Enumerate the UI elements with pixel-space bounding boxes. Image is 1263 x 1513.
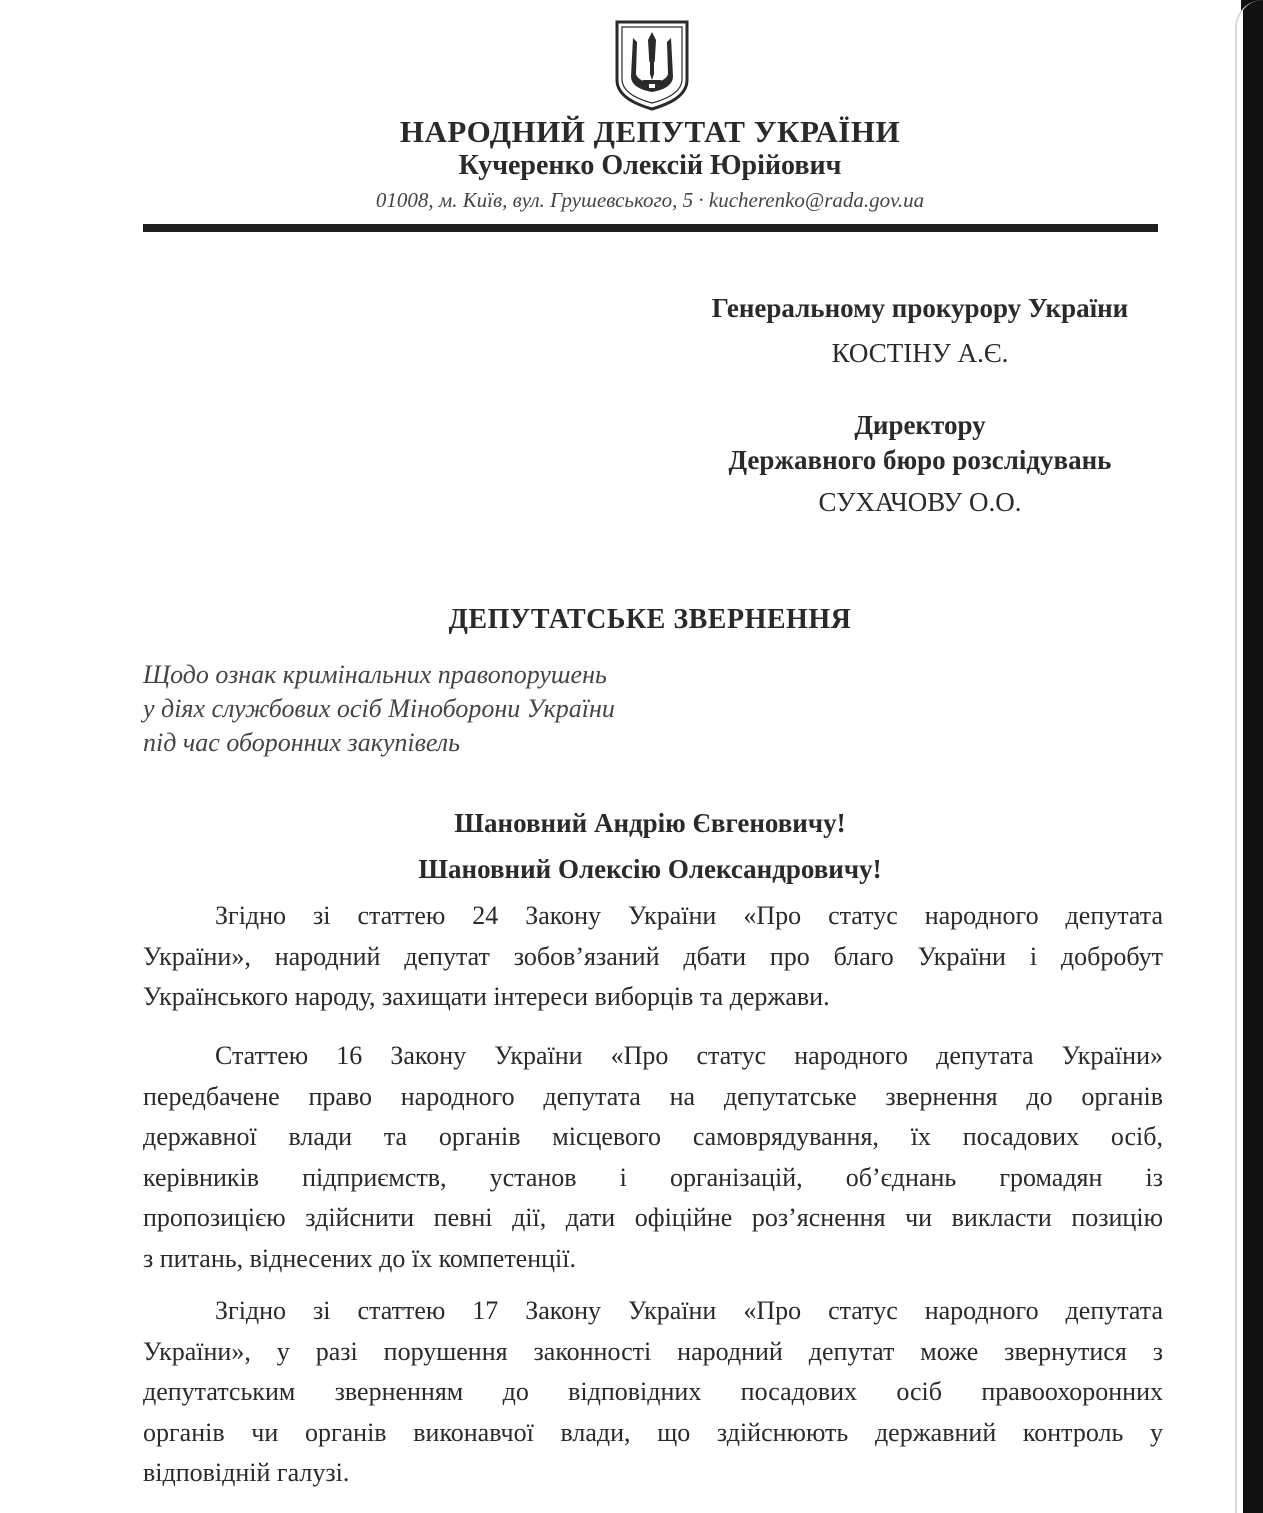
greeting-2: Шановний Олексію Олександровичу! xyxy=(418,854,882,884)
paragraph-line: Статтею 16 Закону України «Про статус народного депутата України» xyxy=(215,1041,1163,1070)
document-title: ДЕПУТАТСЬКЕ ЗВЕРНЕННЯ xyxy=(448,604,852,635)
paragraph-line: органів чи органів виконавчої влади, що здійснюють державний контроль у xyxy=(143,1417,1163,1447)
paragraph-line: України», у разі порушення законності народний депутат може звернутися з xyxy=(143,1336,1163,1366)
paragraph-line: пропозицією здійснити певні дії, дати офіційне роз’яснення чи викласти позицію xyxy=(143,1203,1163,1232)
subject-line: під час оборонних закупівель xyxy=(143,728,460,757)
body-paragraph-2 xyxy=(143,1036,1163,1279)
letterhead-title: НАРОДНИЙ ДЕПУТАТ УКРАЇНИ xyxy=(399,114,901,149)
addressee-2-position-line1: Директору xyxy=(854,410,986,440)
paragraph-line: передбачене право народного депутата на депутатське звернення до органів xyxy=(143,1081,1163,1111)
paragraph-line: Згідно зі статтею 24 Закону України «Про статус народного депутата xyxy=(215,901,1163,930)
paragraph-line: з питань, віднесених до їх компетенції. xyxy=(143,1243,576,1273)
paragraph-line: керівників підприємств, установ і організацій, об’єднань громадян із xyxy=(143,1162,1163,1192)
coat-of-arms-icon xyxy=(613,18,691,112)
paragraph-line: депутатським зверненням до відповідних посадових осіб правоохоронних xyxy=(143,1377,1163,1406)
letterhead-address: 01008, м. Київ, вул. Грушевського, 5 · kucherenko@rada.gov.ua xyxy=(375,188,925,212)
paragraph-line: Українського народу, захищати інтереси виборців та держави. xyxy=(143,982,830,1011)
paragraph-line: державної влади та органів місцевого самоврядування, їх посадових осіб, xyxy=(143,1122,1163,1151)
letterhead-divider xyxy=(143,224,1158,232)
addressee-1-name: КОСТІНУ А.Є. xyxy=(831,338,1009,368)
paragraph-line: України», народний депутат зобов’язаний дбати про благо України і добробут xyxy=(143,941,1163,971)
addressee-2-name: СУХАЧОВУ О.О. xyxy=(818,487,1022,517)
greeting-1: Шановний Андрію Євгеновичу! xyxy=(454,808,846,838)
addressee-2-position-line2: Державного бюро розслідувань xyxy=(728,445,1112,475)
subject-line: Щодо ознак кримінальних правопорушень xyxy=(143,660,607,689)
viewer-frame-edge xyxy=(1241,0,1263,1513)
body-paragraph-1 xyxy=(143,896,1163,1018)
body-paragraph-3 xyxy=(143,1291,1163,1494)
paragraph-line: Згідно зі статтею 17 Закону України «Про статус народного депутата xyxy=(215,1296,1163,1325)
document-subject xyxy=(143,658,615,760)
addressee-1-position: Генеральному прокурору України xyxy=(711,293,1129,323)
subject-line: у діях службових осіб Міноборони України xyxy=(143,694,615,723)
paragraph-line: відповідній галузі. xyxy=(143,1458,350,1487)
letterhead-deputy-name: Кучеренко Олексій Юрійович xyxy=(458,150,842,181)
